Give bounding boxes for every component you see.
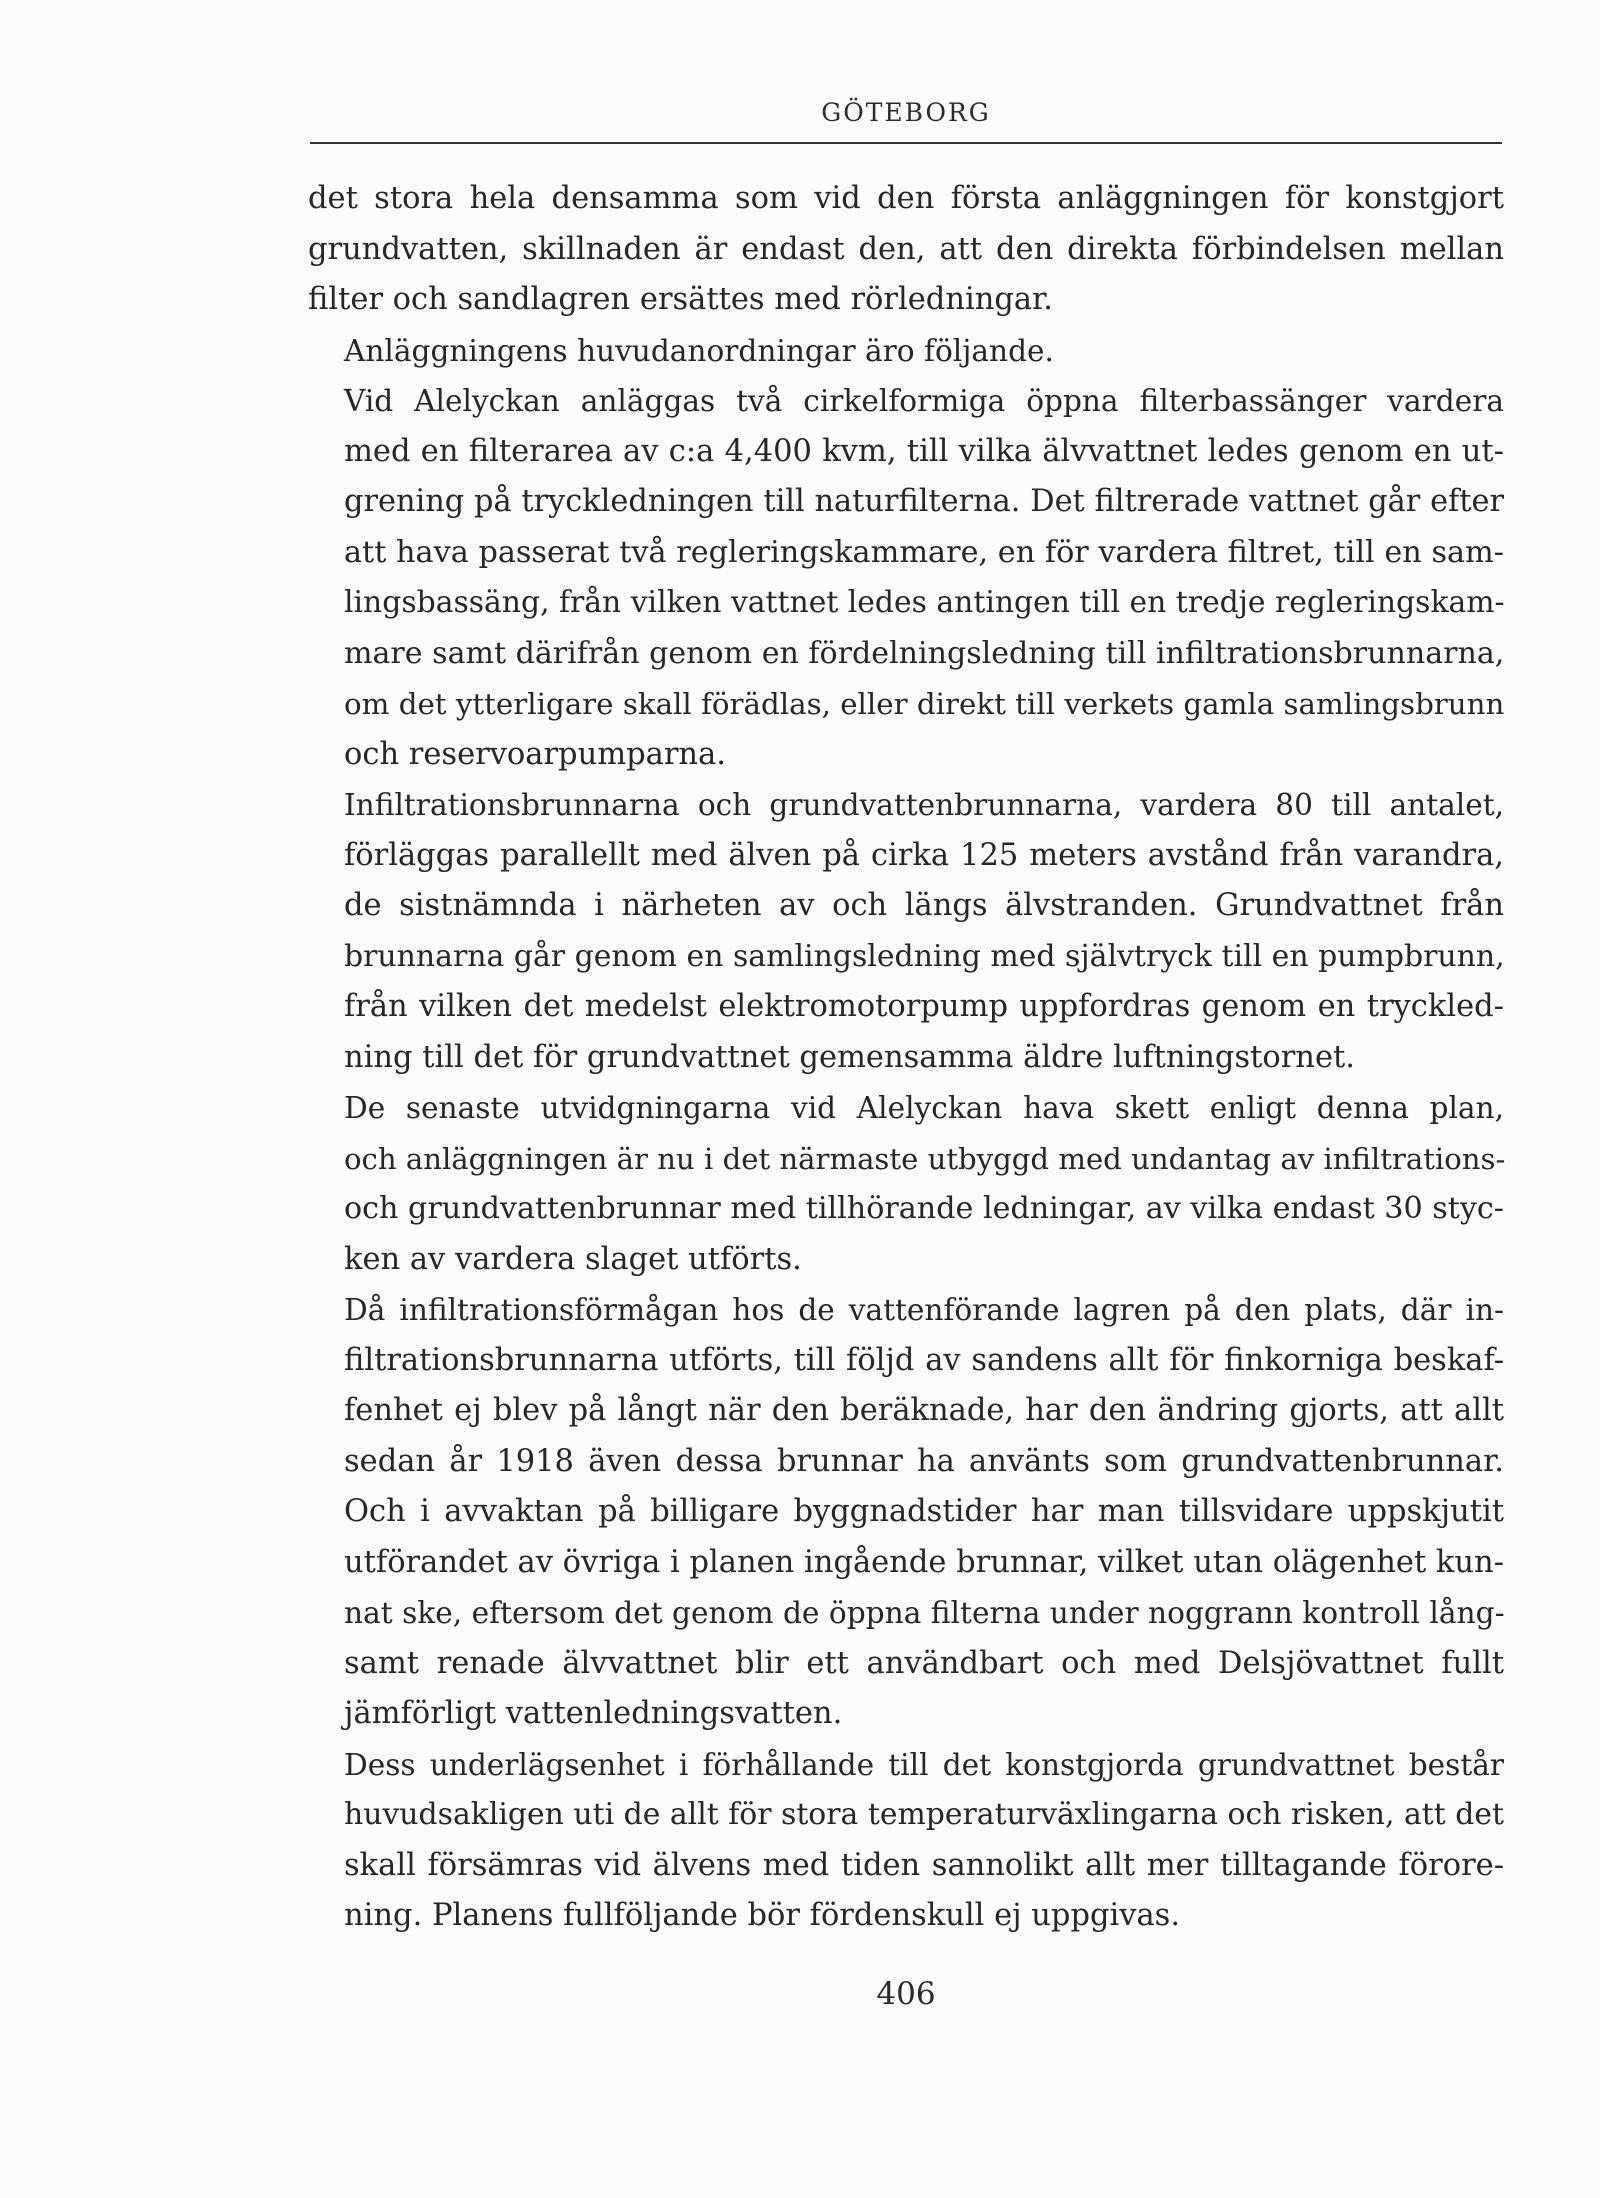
text-line: Då infiltrationsförmågan hos de vattenförande lagren på den plats, där in- <box>344 1293 1504 1327</box>
text-line: samt renade älvvattnet blir ett användbart och med Delsjövattnet fullt <box>344 1645 1504 1681</box>
text-line: utförandet av övriga i planen ingående brunnar, vilket utan olägenhet kun- <box>344 1544 1504 1580</box>
text-line: de sistnämnda i närheten av och längs älvstranden. Grundvattnet från <box>344 888 1504 923</box>
text-line: och anläggningen är nu i det närmaste utbyggd med undantag av infiltrations- <box>344 1141 1506 1176</box>
paragraph <box>308 1740 1504 1942</box>
text-line: ning till det för grundvattnet gemensamma äldre luftningstornet. <box>344 1039 1355 1075</box>
text-line: och grundvattenbrunnar med tillhörande ledningar, av vilka endast 30 styc- <box>344 1191 1504 1226</box>
text-line: fenhet ej blev på långt när den beräknade, har den ändring gjorts, att allt <box>344 1393 1504 1428</box>
paragraph <box>308 174 1504 326</box>
header-rule <box>310 142 1502 144</box>
paragraph <box>308 780 1504 1083</box>
text-line: brunnarna går genom en samlingsledning med självtryck till en pumpbrunn, <box>344 938 1505 974</box>
text-line: med en filterarea av c:a 4,400 kvm, till vilka älvvattnet ledes genom en ut- <box>344 433 1504 469</box>
text-line: filtrationsbrunnarna utförts, till följd av sandens allt för finkorniga beskaf- <box>344 1342 1504 1378</box>
text-line: lingsbassäng, från vilken vattnet ledes antingen till en tredje regleringskam- <box>344 585 1505 620</box>
text-line: skall försämras vid älvens med tiden sannolikt allt mer tilltagande förore- <box>344 1847 1504 1883</box>
text-line: Vid Alelyckan anläggas två cirkelformiga öppna filterbassänger vardera <box>344 384 1504 418</box>
text-line: Infiltrationsbrunnarna och grundvattenbrunnarna, vardera 80 till antalet, <box>344 788 1504 822</box>
text-line: ning. Planens fullföljande bör fördenskull ej uppgivas. <box>344 1898 1181 1933</box>
paragraph <box>308 1083 1504 1285</box>
text-line: om det ytterligare skall förädlas, eller direkt till verkets gamla samlingsbrunn <box>344 687 1505 721</box>
text-line: Anläggningens huvudanordningar äro följande. <box>344 333 1054 368</box>
text-line: att hava passerat två regleringskammare, en för vardera filtret, till en sam- <box>344 534 1504 570</box>
text-line: Och i avvaktan på billigare byggnadstider har man tillsvidare uppskjutit <box>344 1494 1504 1529</box>
paragraph <box>308 376 1504 780</box>
text-line: jämförligt vattenledningsvatten. <box>344 1696 843 1731</box>
text-line: filter och sandlagren ersättes med rörledningar. <box>308 282 1053 317</box>
text-line: förläggas parallellt med älven på cirka 125 meters avstånd från varandra, <box>344 837 1504 873</box>
page-number: 406 <box>876 1976 936 2012</box>
text-line: det stora hela densamma som vid den första anläggningen för konstgjort <box>308 181 1504 216</box>
text-line: huvudsakligen uti de allt för stora temperaturväxlingarna och risken, att det <box>344 1797 1505 1832</box>
running-head-title: GÖTEBORG <box>821 98 991 127</box>
text-line: och reservoarpumparna. <box>344 736 726 772</box>
text-line: ken av vardera slaget utförts. <box>344 1241 802 1277</box>
text-line: sedan år 1918 även dessa brunnar ha använts som grundvattenbrunnar. <box>344 1443 1504 1479</box>
text-line: grening på tryckledningen till naturfilterna. Det filtrerade vattnet går efter <box>344 484 1504 519</box>
text-line: Dess underlägsenhet i förhållande till det konstgjorda grundvattnet består <box>344 1747 1504 1782</box>
body-text <box>308 174 1504 1942</box>
text-line: från vilken det medelst elektromotorpump uppfordras genom en tryckled- <box>344 989 1504 1024</box>
text-line: De senaste utvidgningarna vid Alelyckan hava skett enligt denna plan, <box>344 1091 1504 1125</box>
paragraph <box>308 1285 1504 1740</box>
text-line: mare samt därifrån genom en fördelningsledning till infiltrationsbrunnarna, <box>344 635 1505 671</box>
text-line: nat ske, eftersom det genom de öppna filterna under noggrann kontroll lång- <box>344 1595 1505 1630</box>
paragraph <box>308 326 1504 377</box>
text-line: grundvatten, skillnaden är endast den, att den direkta förbindelsen mellan <box>308 231 1504 267</box>
